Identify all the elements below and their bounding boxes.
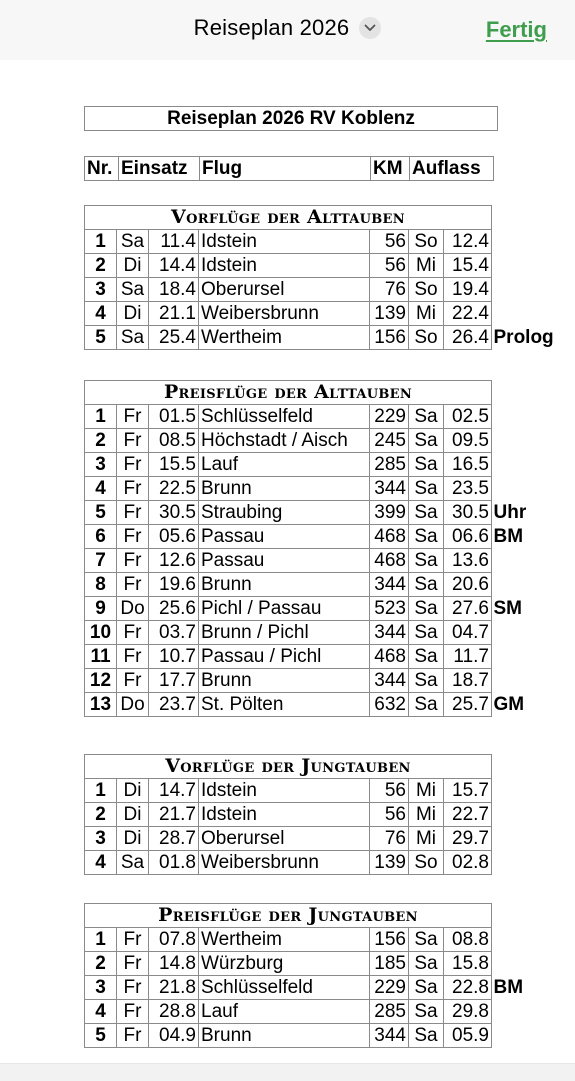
launch-date: 23.7 <box>149 693 199 717</box>
release-date: 12.4 <box>444 230 492 254</box>
distance-km: 229 <box>370 976 409 1000</box>
launch-day: Fr <box>117 952 149 976</box>
section-title: Vorflüge der Jungtauben <box>85 755 492 779</box>
flight-location: Passau <box>199 525 370 549</box>
release-day: Sa <box>409 405 444 429</box>
flight-number: 8 <box>85 573 117 597</box>
flight-location: Weibersbrunn <box>199 851 370 875</box>
launch-day: Fr <box>117 1000 149 1024</box>
release-date: 15.7 <box>444 779 492 803</box>
flight-number: 2 <box>85 429 117 453</box>
launch-day: Sa <box>117 230 149 254</box>
launch-day: Fr <box>117 549 149 573</box>
document-title-menu[interactable] <box>194 15 382 41</box>
launch-day: Fr <box>117 645 149 669</box>
flight-number: 2 <box>85 254 117 278</box>
distance-km: 56 <box>370 779 409 803</box>
launch-day: Fr <box>117 573 149 597</box>
distance-km: 285 <box>370 1000 409 1024</box>
release-day: Sa <box>409 669 444 693</box>
launch-day: Fr <box>117 477 149 501</box>
flight-number: 3 <box>85 827 117 851</box>
launch-day: Sa <box>117 278 149 302</box>
flight-number: 9 <box>85 597 117 621</box>
table-row <box>85 803 492 827</box>
distance-km: 56 <box>370 803 409 827</box>
launch-date: 12.6 <box>149 549 199 573</box>
table-row <box>85 302 492 326</box>
table-row <box>85 549 492 573</box>
launch-day: Fr <box>117 669 149 693</box>
release-day: Sa <box>409 597 444 621</box>
table-row <box>85 501 492 525</box>
flight-number: 1 <box>85 230 117 254</box>
flight-number: 3 <box>85 453 117 477</box>
launch-date: 18.4 <box>149 278 199 302</box>
release-day: Sa <box>409 928 444 952</box>
flight-number: 7 <box>85 549 117 573</box>
row-note: GM <box>493 694 525 715</box>
flight-number: 5 <box>85 326 117 350</box>
document-heading: Reiseplan 2026 RV Koblenz <box>85 107 498 131</box>
release-day: Sa <box>409 549 444 573</box>
table-row <box>85 405 492 429</box>
release-date: 29.7 <box>444 827 492 851</box>
flight-location: Wertheim <box>199 326 370 350</box>
launch-day: Di <box>117 254 149 278</box>
flight-location: Straubing <box>199 501 370 525</box>
distance-km: 156 <box>370 928 409 952</box>
release-date: 29.8 <box>444 1000 492 1024</box>
navigation-bar <box>0 0 575 61</box>
distance-km: 344 <box>370 1024 409 1048</box>
release-date: 27.6 <box>444 597 492 621</box>
table-row <box>85 1024 492 1048</box>
table-row <box>85 230 492 254</box>
launch-date: 28.8 <box>149 1000 199 1024</box>
distance-km: 523 <box>370 597 409 621</box>
distance-km: 344 <box>370 573 409 597</box>
flight-location: Lauf <box>199 453 370 477</box>
launch-day: Fr <box>117 429 149 453</box>
release-day: Sa <box>409 1024 444 1048</box>
distance-km: 632 <box>370 693 409 717</box>
table-row <box>85 597 492 621</box>
launch-date: 25.4 <box>149 326 199 350</box>
distance-km: 56 <box>370 230 409 254</box>
table-row <box>85 326 492 350</box>
table-row <box>85 669 492 693</box>
distance-km: 139 <box>370 302 409 326</box>
launch-date: 21.8 <box>149 976 199 1000</box>
launch-day: Di <box>117 827 149 851</box>
flight-location: Idstein <box>199 254 370 278</box>
flight-number: 4 <box>85 851 117 875</box>
distance-km: 399 <box>370 501 409 525</box>
section-title: Preisflüge der Jungtauben <box>85 904 492 928</box>
row-note: SM <box>493 598 522 619</box>
release-day: Sa <box>409 621 444 645</box>
launch-day: Di <box>117 803 149 827</box>
release-date: 06.6 <box>444 525 492 549</box>
release-date: 26.4 <box>444 326 492 350</box>
column-header: Auflass <box>410 157 494 181</box>
section-table-preisfluege-jungtauben <box>84 903 492 1048</box>
table-row <box>85 429 492 453</box>
flight-number: 4 <box>85 302 117 326</box>
launch-day: Fr <box>117 405 149 429</box>
launch-date: 21.1 <box>149 302 199 326</box>
release-date: 08.8 <box>444 928 492 952</box>
distance-km: 285 <box>370 453 409 477</box>
launch-date: 03.7 <box>149 621 199 645</box>
table-row <box>85 1000 492 1024</box>
flight-location: Würzburg <box>199 952 370 976</box>
flight-number: 5 <box>85 501 117 525</box>
launch-date: 01.5 <box>149 405 199 429</box>
flight-number: 1 <box>85 405 117 429</box>
table-row <box>85 693 492 717</box>
release-day: Sa <box>409 693 444 717</box>
table-row <box>85 779 492 803</box>
launch-date: 17.7 <box>149 669 199 693</box>
flight-location: Brunn <box>199 1024 370 1048</box>
distance-km: 156 <box>370 326 409 350</box>
release-date: 02.5 <box>444 405 492 429</box>
launch-date: 22.5 <box>149 477 199 501</box>
flight-location: Lauf <box>199 1000 370 1024</box>
flight-number: 4 <box>85 477 117 501</box>
launch-day: Fr <box>117 928 149 952</box>
flight-number: 4 <box>85 1000 117 1024</box>
release-day: Sa <box>409 1000 444 1024</box>
row-note: BM <box>493 526 524 547</box>
release-day: So <box>409 230 444 254</box>
row-note: Prolog <box>493 327 554 348</box>
section-title: Preisflüge der Alttauben <box>85 381 492 405</box>
flight-number: 3 <box>85 976 117 1000</box>
distance-km: 468 <box>370 525 409 549</box>
flight-number: 1 <box>85 779 117 803</box>
flight-location: Oberursel <box>199 278 370 302</box>
release-day: Mi <box>409 779 444 803</box>
document-title: Reiseplan 2026 <box>193 15 350 40</box>
launch-day: Sa <box>117 851 149 875</box>
table-row <box>85 573 492 597</box>
release-date: 22.8 <box>444 976 492 1000</box>
release-date: 30.5 <box>444 501 492 525</box>
distance-km: 344 <box>370 669 409 693</box>
flight-number: 1 <box>85 928 117 952</box>
release-date: 19.4 <box>444 278 492 302</box>
release-date: 23.5 <box>444 477 492 501</box>
release-day: Sa <box>409 525 444 549</box>
release-day: Sa <box>409 477 444 501</box>
table-row <box>85 278 492 302</box>
release-date: 15.8 <box>444 952 492 976</box>
launch-date: 10.7 <box>149 645 199 669</box>
distance-km: 468 <box>370 549 409 573</box>
column-header: KM <box>371 157 410 181</box>
section-title: Vorflüge der Alttauben <box>85 206 492 230</box>
release-day: Sa <box>409 976 444 1000</box>
launch-date: 21.7 <box>149 803 199 827</box>
release-day: Sa <box>409 501 444 525</box>
flight-number: 10 <box>85 621 117 645</box>
flight-location: Idstein <box>199 803 370 827</box>
release-day: So <box>409 278 444 302</box>
launch-date: 07.8 <box>149 928 199 952</box>
flight-location: Schlüsselfeld <box>199 976 370 1000</box>
release-date: 22.7 <box>444 803 492 827</box>
release-date: 11.7 <box>444 645 492 669</box>
release-day: Sa <box>409 645 444 669</box>
distance-km: 139 <box>370 851 409 875</box>
flight-location: Schlüsselfeld <box>199 405 370 429</box>
launch-date: 19.6 <box>149 573 199 597</box>
launch-day: Di <box>117 779 149 803</box>
flight-location: Brunn / Pichl <box>199 621 370 645</box>
distance-km: 344 <box>370 477 409 501</box>
done-button[interactable]: Fertig <box>485 17 547 42</box>
launch-day: Fr <box>117 621 149 645</box>
flight-number: 13 <box>85 693 117 717</box>
flight-location: Passau <box>199 549 370 573</box>
launch-day: Do <box>117 693 149 717</box>
launch-date: 11.4 <box>149 230 199 254</box>
release-day: Sa <box>409 453 444 477</box>
release-day: Mi <box>409 302 444 326</box>
release-date: 02.8 <box>444 851 492 875</box>
release-date: 20.6 <box>444 573 492 597</box>
release-date: 09.5 <box>444 429 492 453</box>
section-table-vorfluege-alttauben <box>84 205 492 350</box>
table-row <box>85 453 492 477</box>
flight-number: 11 <box>85 645 117 669</box>
launch-date: 01.8 <box>149 851 199 875</box>
distance-km: 76 <box>370 827 409 851</box>
launch-day: Fr <box>117 1024 149 1048</box>
flight-location: Wertheim <box>199 928 370 952</box>
flight-location: Brunn <box>199 573 370 597</box>
flight-number: 5 <box>85 1024 117 1048</box>
launch-day: Di <box>117 302 149 326</box>
launch-date: 08.5 <box>149 429 199 453</box>
row-note: Uhr <box>493 502 527 523</box>
flight-number: 12 <box>85 669 117 693</box>
table-row <box>85 928 492 952</box>
launch-date: 15.5 <box>149 453 199 477</box>
release-date: 15.4 <box>444 254 492 278</box>
flight-number: 2 <box>85 952 117 976</box>
launch-date: 28.7 <box>149 827 199 851</box>
launch-date: 25.6 <box>149 597 199 621</box>
flight-location: St. Pölten <box>199 693 370 717</box>
launch-date: 05.6 <box>149 525 199 549</box>
release-day: So <box>409 851 444 875</box>
column-header-table <box>84 156 494 181</box>
release-day: Mi <box>409 803 444 827</box>
distance-km: 245 <box>370 429 409 453</box>
table-row <box>85 621 492 645</box>
release-day: Mi <box>409 827 444 851</box>
release-day: Sa <box>409 429 444 453</box>
release-day: Sa <box>409 952 444 976</box>
distance-km: 56 <box>370 254 409 278</box>
release-day: Mi <box>409 254 444 278</box>
table-row <box>85 851 492 875</box>
distance-km: 344 <box>370 621 409 645</box>
section-table-vorfluege-jungtauben <box>84 754 492 875</box>
launch-date: 30.5 <box>149 501 199 525</box>
release-date: 25.7 <box>444 693 492 717</box>
document-heading-table <box>84 106 498 131</box>
table-row <box>85 976 492 1000</box>
table-row <box>85 477 492 501</box>
release-day: So <box>409 326 444 350</box>
flight-location: Idstein <box>199 779 370 803</box>
table-row <box>85 827 492 851</box>
table-row <box>85 952 492 976</box>
release-date: 18.7 <box>444 669 492 693</box>
flight-number: 3 <box>85 278 117 302</box>
bottom-toolbar <box>0 1063 575 1081</box>
distance-km: 76 <box>370 278 409 302</box>
launch-day: Fr <box>117 525 149 549</box>
launch-date: 04.9 <box>149 1024 199 1048</box>
flight-number: 2 <box>85 803 117 827</box>
flight-location: Brunn <box>199 477 370 501</box>
flight-location: Weibersbrunn <box>199 302 370 326</box>
flight-location: Oberursel <box>199 827 370 851</box>
flight-location: Passau / Pichl <box>199 645 370 669</box>
distance-km: 468 <box>370 645 409 669</box>
release-date: 22.4 <box>444 302 492 326</box>
table-row <box>85 254 492 278</box>
release-date: 13.6 <box>444 549 492 573</box>
table-row <box>85 645 492 669</box>
distance-km: 185 <box>370 952 409 976</box>
flight-location: Pichl / Passau <box>199 597 370 621</box>
flight-location: Höchstadt / Aisch <box>199 429 370 453</box>
chevron-down-icon[interactable] <box>359 17 381 39</box>
section-table-preisfluege-alttauben <box>84 380 492 717</box>
column-header: Nr. <box>85 157 119 181</box>
release-date: 05.9 <box>444 1024 492 1048</box>
distance-km: 229 <box>370 405 409 429</box>
release-date: 16.5 <box>444 453 492 477</box>
launch-date: 14.8 <box>149 952 199 976</box>
flight-location: Brunn <box>199 669 370 693</box>
flight-number: 6 <box>85 525 117 549</box>
launch-day: Do <box>117 597 149 621</box>
launch-date: 14.7 <box>149 779 199 803</box>
flight-location: Idstein <box>199 230 370 254</box>
launch-date: 14.4 <box>149 254 199 278</box>
release-day: Sa <box>409 573 444 597</box>
launch-day: Fr <box>117 453 149 477</box>
table-row <box>85 525 492 549</box>
column-header: Einsatz <box>119 157 200 181</box>
launch-day: Fr <box>117 501 149 525</box>
release-date: 04.7 <box>444 621 492 645</box>
launch-day: Fr <box>117 976 149 1000</box>
row-note: BM <box>493 977 524 998</box>
launch-day: Sa <box>117 326 149 350</box>
column-header: Flug <box>200 157 371 181</box>
